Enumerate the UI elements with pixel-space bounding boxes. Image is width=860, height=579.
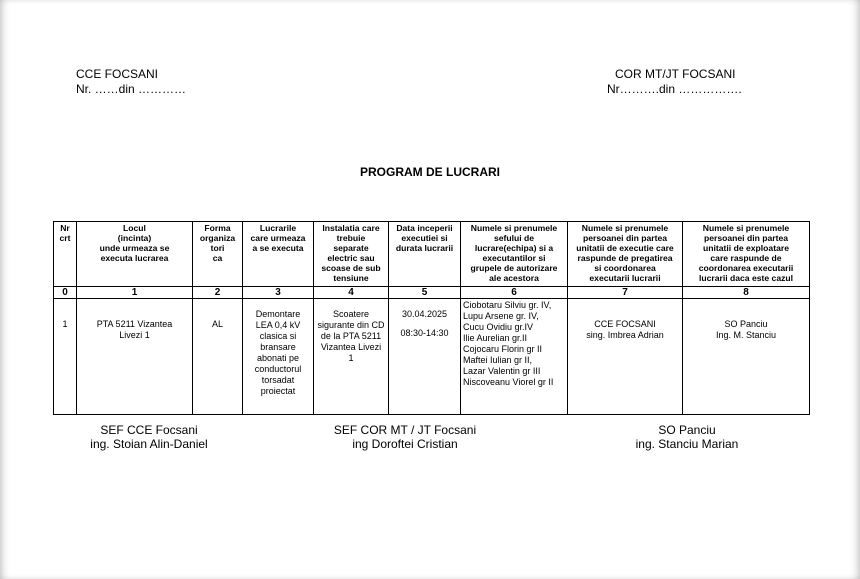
cell-nr: 1 [54, 299, 77, 415]
header-cell-nr: Nr crt [54, 222, 77, 287]
header-cell-unitate-executie: Numele si prenumele persoanei din partea unitatii de executie care raspunde de pregatirea si coordonarea executarii lucrarii [568, 222, 683, 287]
signature-block-cor [330, 423, 480, 451]
header-right [607, 67, 742, 97]
header-right-nr: Nr……….din ……………. [607, 82, 742, 96]
header-cell-lucrarile: Lucrarile care urmeaza a se executa [243, 222, 314, 287]
column-number: 5 [389, 287, 461, 299]
signature-name: ing Doroftei Cristian [352, 437, 458, 451]
header-cell-instalatia: Instalatia care trebuie separate electric sau scoase de sub tensiune [314, 222, 389, 287]
cell-instalatia: Scoatere sigurante din CD de la PTA 5211 Vizantea Livezi 1 [314, 299, 389, 415]
table-row [54, 299, 810, 415]
header-left [76, 67, 186, 97]
signature-role: SEF COR MT / JT Focsani [333, 423, 477, 437]
cell-locul: PTA 5211 Vizantea Livezi 1 [77, 299, 193, 415]
signature-block-so [612, 423, 762, 451]
cell-unitate-exploatare: SO Panciu Ing. M. Stanciu [683, 299, 810, 415]
column-number: 6 [461, 287, 568, 299]
cell-executanti: Ciobotaru Silviu gr. IV, Lupu Arsene gr. IV, Cucu Ovidiu gr.IV Ilie Aurelian gr.II Cojocaru Florin gr II Maftei Iulian gr II, Lazar Valentin gr III Niscoveanu Viorel gr II [461, 299, 568, 415]
column-number: 2 [193, 287, 243, 299]
signature-role: SO Panciu [658, 423, 716, 437]
cell-data-durata [389, 299, 461, 415]
signature-role: SEF CCE Focsani [100, 423, 198, 437]
cell-lucrarile: Demontare LEA 0,4 kV clasica si bransare abonati pe conductorul torsadat proiectat [243, 299, 314, 415]
column-number: 0 [54, 287, 77, 299]
header-cell-data: Data inceperii executiei si durata lucrarii [389, 222, 461, 287]
signature-name: ing. Stoian Alin-Daniel [90, 437, 208, 451]
column-number: 8 [683, 287, 810, 299]
cell-unitate-executie: CCE FOCSANI sing. Imbrea Adrian [568, 299, 683, 415]
header-cell-forma: Forma organiza tori ca [193, 222, 243, 287]
header-cell-unitate-exploatare: Numele si prenumele persoanei din partea unitatii de exploatare care raspunde de coordonarea executarii lucrarii daca este cazul [683, 222, 810, 287]
work-program-table [53, 221, 810, 415]
table-header-row [54, 222, 810, 287]
cell-data: 30.04.2025 [401, 309, 448, 319]
header-cell-locul: Locul (incinta) unde urmeaza se executa lucrarea [77, 222, 193, 287]
header-left-org: CCE FOCSANI [76, 67, 159, 81]
header-right-org: COR MT/JT FOCSANI [615, 67, 736, 81]
header-left-nr: Nr. ……din ………… [76, 82, 187, 96]
signature-name: ing. Stanciu Marian [635, 437, 739, 451]
column-number: 4 [314, 287, 389, 299]
document-title: PROGRAM DE LUCRARI [360, 165, 500, 179]
header-cell-executanti: Numele si prenumele sefului de lucrare(echipa) si a executantilor si grupele de autorizare ale acestora [461, 222, 568, 287]
column-number-row [54, 287, 810, 299]
column-number: 1 [77, 287, 193, 299]
column-number: 7 [568, 287, 683, 299]
column-number: 3 [243, 287, 314, 299]
cell-forma: AL [193, 299, 243, 415]
cell-durata: 08:30-14:30 [400, 328, 449, 338]
signature-block-cce [74, 423, 224, 451]
